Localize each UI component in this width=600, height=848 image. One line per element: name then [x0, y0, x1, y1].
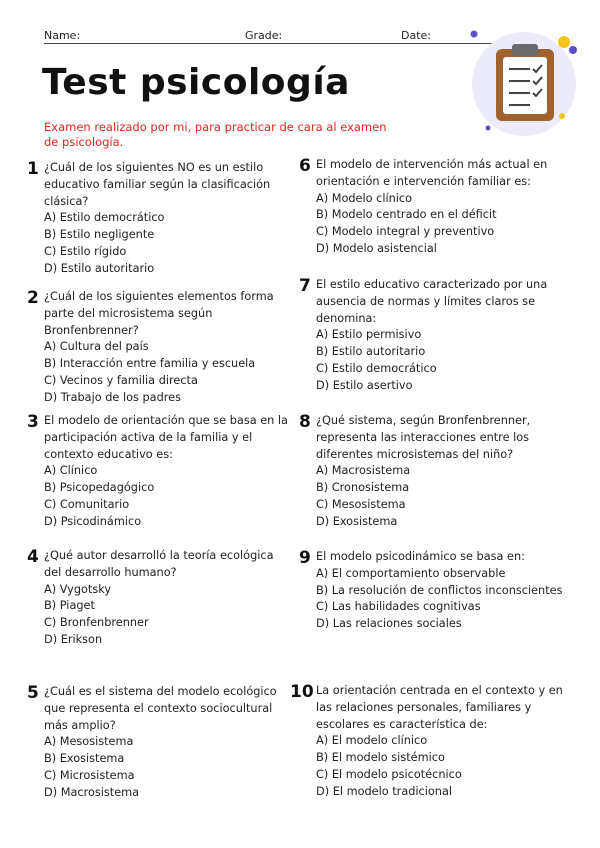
- option: B) Psicopedagógico: [44, 481, 155, 495]
- option: C) El modelo psicotécnico: [316, 767, 462, 781]
- option: D) El modelo tradicional: [316, 784, 453, 798]
- question-7: [299, 276, 576, 395]
- option: D) Estilo asertivo: [316, 378, 413, 392]
- question-number: 10: [290, 682, 314, 702]
- option: C) Estilo rígido: [44, 244, 127, 258]
- question-text: ¿Qué sistema, según Bronfenbrenner, representa las interacciones entre los diferentes microsistemas del niño?: [316, 414, 531, 461]
- question-number: 7: [299, 276, 311, 296]
- question-9: [299, 548, 571, 633]
- question-text: El modelo de intervención más actual en orientación e intervención familiar es:: [316, 158, 548, 188]
- option: B) El modelo sistémico: [316, 751, 445, 765]
- header-line: [44, 29, 514, 44]
- option: A) El modelo clínico: [316, 734, 428, 748]
- clipboard-icon: [452, 24, 600, 144]
- option: A) Mesosistema: [44, 735, 134, 749]
- option: C) Modelo integral y preventivo: [316, 225, 495, 239]
- option: C) Estilo democrático: [316, 361, 437, 375]
- option: C) Microsistema: [44, 768, 135, 782]
- option: A) Clínico: [44, 464, 98, 478]
- question-number: 2: [27, 288, 39, 308]
- question-5: [27, 683, 284, 802]
- option: A) Cultura del país: [44, 340, 149, 354]
- question-text: El modelo de orientación que se basa en la participación activa de la familia y el contexto educativo es:: [44, 414, 288, 461]
- question-number: 6: [299, 156, 311, 176]
- option: A) Modelo clínico: [316, 191, 413, 205]
- option: B) Exosistema: [44, 752, 125, 766]
- name-label: Name:: [44, 29, 81, 42]
- option: A) Macrosistema: [316, 464, 411, 478]
- question-text: ¿Cuál de los siguientes NO es un estilo educativo familiar según la clasificación clásica?: [44, 161, 271, 208]
- option: A) El comportamiento observable: [316, 566, 506, 580]
- option: C) Comunitario: [44, 497, 130, 511]
- option: D) Macrosistema: [44, 785, 140, 799]
- question-number: 4: [27, 547, 39, 567]
- question-number: 9: [299, 548, 311, 568]
- option: B) La resolución de conflictos inconscientes: [316, 583, 563, 597]
- option: D) Trabajo de los padres: [44, 390, 181, 404]
- option: A) Estilo democrático: [44, 211, 165, 225]
- option: D) Erikson: [44, 632, 103, 646]
- option: D) Las relaciones sociales: [316, 617, 462, 631]
- option: B) Estilo autoritario: [316, 345, 426, 359]
- option: A) Estilo permisivo: [316, 328, 422, 342]
- page-title: Test psicología: [42, 62, 350, 103]
- option: B) Piaget: [44, 599, 95, 613]
- question-number: 3: [27, 412, 39, 432]
- question-text: El estilo educativo caracterizado por una ausencia de normas y límites claros se denomina:: [316, 278, 548, 325]
- question-1: [27, 159, 289, 278]
- option: D) Exosistema: [316, 514, 398, 528]
- question-3: [27, 412, 289, 531]
- option: A) Vygotsky: [44, 582, 112, 596]
- question-text: ¿Cuál de los siguientes elementos forma parte del microsistema según Bronfenbrenner?: [44, 290, 274, 337]
- question-text: El modelo psicodinámico se basa en:: [316, 550, 525, 563]
- option: C) Vecinos y familia directa: [44, 373, 198, 387]
- question-number: 1: [27, 159, 39, 179]
- option: D) Modelo asistencial: [316, 241, 437, 255]
- question-4: [27, 547, 279, 649]
- question-text: ¿Qué autor desarrolló la teoría ecológica del desarrollo humano?: [44, 549, 274, 579]
- question-number: 5: [27, 683, 39, 703]
- option: C) Bronfenbrenner: [44, 616, 149, 630]
- option: C) Las habilidades cognitivas: [316, 600, 481, 614]
- option: D) Estilo autoritario: [44, 261, 155, 275]
- option: D) Psicodinámico: [44, 514, 142, 528]
- question-8: [299, 412, 571, 531]
- question-6: [299, 156, 576, 258]
- option: C) Mesosistema: [316, 497, 406, 511]
- question-text: ¿Cuál es el sistema del modelo ecológico que representa el contexto sociocultural más amplio?: [44, 685, 277, 732]
- option: B) Estilo negligente: [44, 228, 155, 242]
- question-10: [290, 682, 578, 801]
- option: B) Interacción entre familia y escuela: [44, 357, 256, 371]
- option: B) Cronosistema: [316, 481, 410, 495]
- date-label: Date:: [401, 29, 431, 42]
- subtitle: Examen realizado por mi, para practicar de cara al examen de psicología.: [44, 120, 387, 149]
- option: B) Modelo centrado en el déficit: [316, 208, 497, 222]
- question-number: 8: [299, 412, 311, 432]
- grade-label: Grade:: [245, 29, 283, 42]
- question-2: [27, 288, 284, 407]
- question-text: La orientación centrada en el contexto y en las relaciones personales, familiares y escolares es característica de:: [316, 684, 563, 731]
